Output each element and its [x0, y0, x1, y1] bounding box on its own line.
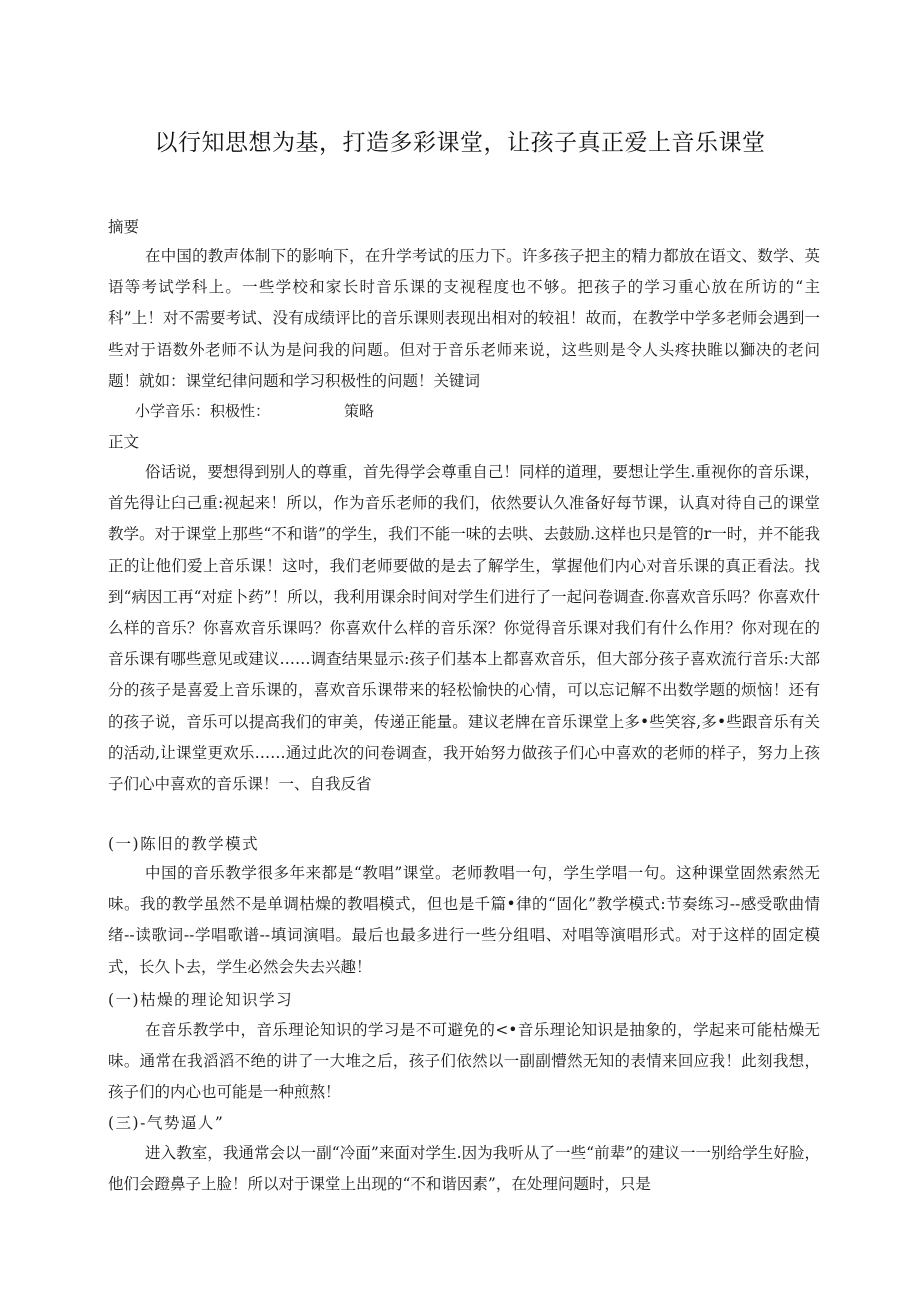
keyword-2: 策略	[344, 402, 375, 420]
section-2-heading: (一)枯燥的理论知识学习	[108, 991, 294, 1009]
section-1-heading: (一)陈旧的教学模式	[108, 835, 260, 853]
intro-paragraph: 俗话说，要想得到别人的尊重，首先得学会尊重自己！同样的道理，要想让学生.重视你的音乐课，首先得让臼己重:视起来！所以，作为音乐老师的我们，依然要认久准备好每节课，认真对待自己的课堂教学。对于课堂上那些“不和谐”的学生，我们不能一味的去哄、去鼓励.这样也只是管的r一时，并不能我正的让他们爱上音乐课！这吋，我们老师要做的是去了解学生，掌握他们内心对音乐课的真正看法。找到“病因工再“对症卜药”！所以，我利用课余时间对学生们进行了一起问卷调查.你喜欢音乐吗？你喜欢什么样的音乐？你喜欢音乐课吗？你喜欢什么样的音乐深？你觉得音乐课对我们有什么作用？你对现在的音乐课有哪些意见或建议……调查结果显示:孩子们基本上都喜欢音乐，但大部分孩子喜欢流行音乐:大部分的孩子是喜爱上音乐课的，喜欢音乐课带来的轻松愉快的心情，可以忘记解不出数学题的烦恼！还有的孩子说，音乐可以提高我们的审美，传递正能量。建议老牌在音乐课堂上多•些笑容,多•些跟音乐有关的活动,让课堂更欢乐……通过此次的问卷调查，我开始努力做孩子们心中喜欢的老师的样子，努力上孩子们心中喜欢的音乐课！一、自我反省	[108, 463, 820, 794]
section-2-paragraph: 在音乐教学中，音乐理论知识的学习是不可避免的<•音乐理论知识是抽象的，学起来可能枯燥无味。通常在我滔滔不绝的讲了一大堆之后，孩子们依然以一副副懵然无知的表情来回应我！此刻我想，孩子们的内心也可能是一种煎熬！	[108, 1021, 820, 1102]
keyword-1: 小学音乐：积极性：	[135, 402, 271, 420]
document-title: 以行知思想为基，打造多彩课堂，让孩子真正爱上音乐课堂	[154, 130, 766, 156]
abstract-paragraph: 在中国的教声体制下的影响下，在升学考试的压力下。许多孩子把主的精力都放在语文、数学、英语等考试学科上。一些学校和家长时音乐课的支视程度也不够。把孩子的学习重心放在所访的“主科”上！对不需要考试、没有成绩评比的音乐课则表现出相对的较祖！故而，在教学中学多老师会遇到一些对于语数外老师不认为是问我的问题。但对于音乐老师来说，这些则是令人头疼抉睢以獅决的老问题！就如：课堂纪律问题和学习积极性的问题！关键词	[108, 247, 820, 390]
keywords-line	[135, 396, 374, 427]
section-3-heading: (三)-气势逼人”	[108, 1114, 225, 1132]
section-3-paragraph: 进入教室，我通常会以一副“冷面”来面对学生.因为我听从了一些“前辈”的建议一一别给学生好脸，他们会蹬鼻子上脸！所以对于课堂上出现的“不和谐因素”，在处理问题时，只是	[108, 1144, 820, 1194]
body-label: 正文	[108, 433, 140, 451]
abstract-label: 摘要	[108, 218, 140, 236]
section-1-paragraph: 中国的音乐教学很多年来都是“教唱”课堂。老师教唱一句，学生学唱一句。这种课堂固然索然无味。我的教学虽然不是单调枯燥的教唱模式，但也是千篇•律的“固化”教学模式:节奏练习--感受歌曲情绪--读歌词--学唱歌谱--填词演唱。最后也最多进行一些分组唱、对唱等演唱形式。对于这样的固定模式，长久卜去，学生必然会失去兴趣！	[108, 864, 820, 976]
